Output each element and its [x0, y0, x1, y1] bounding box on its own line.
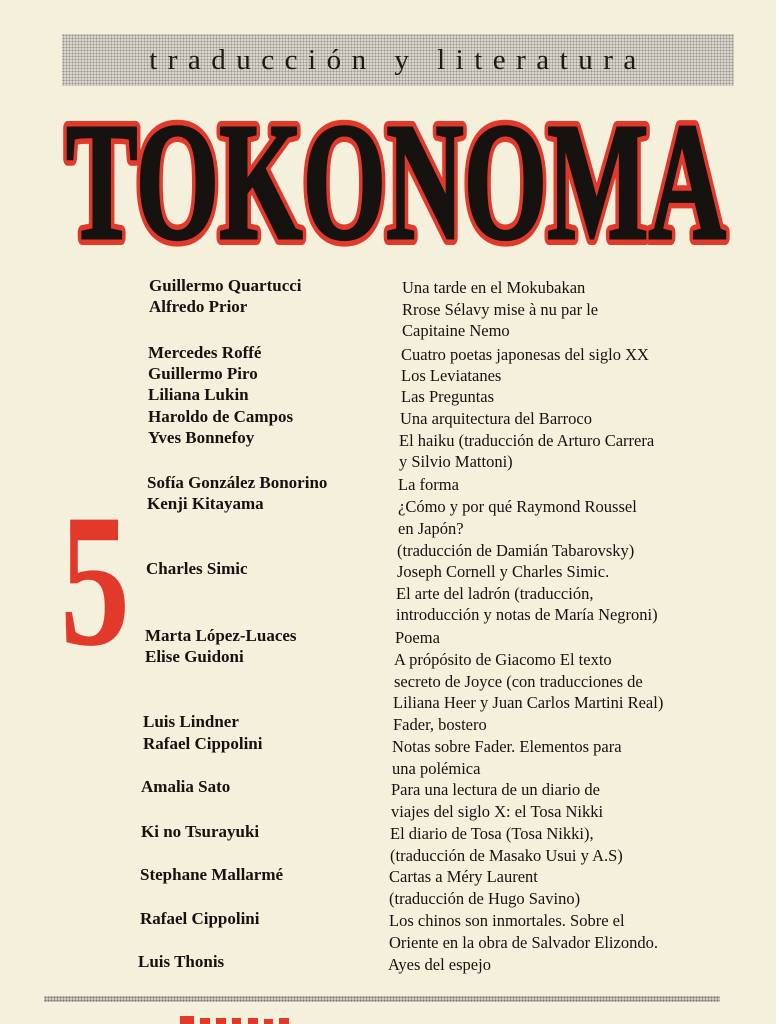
article-title-line: viajes del siglo X: el Tosa Nikki [391, 802, 604, 821]
bottom-rule [44, 996, 720, 1002]
article-title-line: Fader, bostero [393, 715, 487, 734]
article-title-line: Los chinos son inmortales. Sobre el [389, 911, 625, 930]
article-title-line: La forma [398, 475, 459, 494]
article-title-line: Liliana Heer y Juan Carlos Martini Real) [393, 693, 664, 712]
author-name: Luis Thonis [138, 952, 225, 971]
author-name: Yves Bonnefoy [148, 428, 255, 447]
article-title-line: Joseph Cornell y Charles Simic. [397, 562, 610, 581]
article-title-line: Una arquitectura del Barroco [400, 409, 592, 428]
article-title-line: Los Leviatanes [401, 366, 502, 385]
tagline: traducción y literatura [149, 43, 647, 76]
masthead-logo [60, 89, 732, 275]
author-name: Mercedes Roffé [148, 343, 262, 362]
article-title-line: una polémica [392, 759, 481, 778]
author-name: Rafael Cippolini [143, 734, 263, 753]
masthead-logo-shadow: TOKONOMA [66, 89, 726, 275]
article-title-line: El haiku (traducción de Arturo Carrera [399, 431, 655, 450]
author-name: Ki no Tsurayuki [141, 822, 260, 841]
author-name: Alfredo Prior [149, 297, 248, 316]
author-name: Kenji Kitayama [147, 494, 264, 513]
article-title-line: Rrose Sélavy mise à nu par le [402, 300, 599, 319]
article-title-line: Cartas a Méry Laurent [389, 867, 538, 886]
article-title-line: Cuatro poetas japonesas del siglo XX [401, 345, 649, 364]
article-title-line: Notas sobre Fader. Elementos para [392, 737, 622, 756]
author-name: Liliana Lukin [148, 385, 249, 404]
author-name: Guillermo Quartucci [149, 276, 302, 295]
masthead-logo-text: TOKONOMA [66, 89, 726, 275]
article-title-line: Una tarde en el Mokubakan [402, 278, 586, 297]
issue-number [56, 476, 134, 686]
article-title-line: (traducción de Masako Usui y A.S) [390, 846, 623, 865]
article-title-line: Oriente en la obra de Salvador Elizondo. [389, 933, 658, 952]
article-title-line: ¿Cómo y por qué Raymond Roussel [398, 497, 637, 516]
author-name: Stephane Mallarmé [140, 865, 284, 884]
author-name: Charles Simic [146, 559, 248, 578]
author-name: Elise Guidoni [145, 647, 244, 666]
article-title-line: Las Preguntas [401, 387, 495, 406]
article-title-line: El diario de Tosa (Tosa Nikki), [390, 824, 594, 843]
article-title-line: Para una lectura de un diario de [391, 780, 600, 799]
article-title-line: secreto de Joyce (con traducciones de [394, 672, 643, 691]
article-title-line: A própósito de Giacomo El texto [394, 650, 612, 669]
author-name: Rafael Cippolini [140, 909, 260, 928]
article-title-line: introducción y notas de María Negroni) [396, 605, 658, 624]
author-name: Luis Lindner [143, 712, 239, 731]
author-name: Amalia Sato [141, 777, 231, 796]
article-title-line: y Silvio Mattoni) [399, 452, 513, 471]
article-title-line: Capitaine Nemo [402, 321, 510, 340]
author-name: Marta López-Luaces [145, 626, 297, 645]
article-title-line: en Japón? [398, 519, 464, 538]
author-name: Guillermo Piro [148, 364, 258, 383]
issue-number-text: 5 [60, 476, 130, 686]
article-title-line: (traducción de Hugo Savino) [389, 889, 581, 908]
author-name: Sofía González Bonorino [147, 473, 328, 492]
article-title-line: Poema [395, 628, 440, 647]
article-title-line: Ayes del espejo [388, 955, 491, 974]
cropped-red-lettering [178, 1012, 338, 1024]
article-title-line: El arte del ladrón (traducción, [396, 584, 594, 603]
article-title-line: (traducción de Damián Tabarovsky) [397, 541, 635, 560]
tagline-band [62, 34, 734, 86]
author-name: Haroldo de Campos [148, 407, 294, 426]
